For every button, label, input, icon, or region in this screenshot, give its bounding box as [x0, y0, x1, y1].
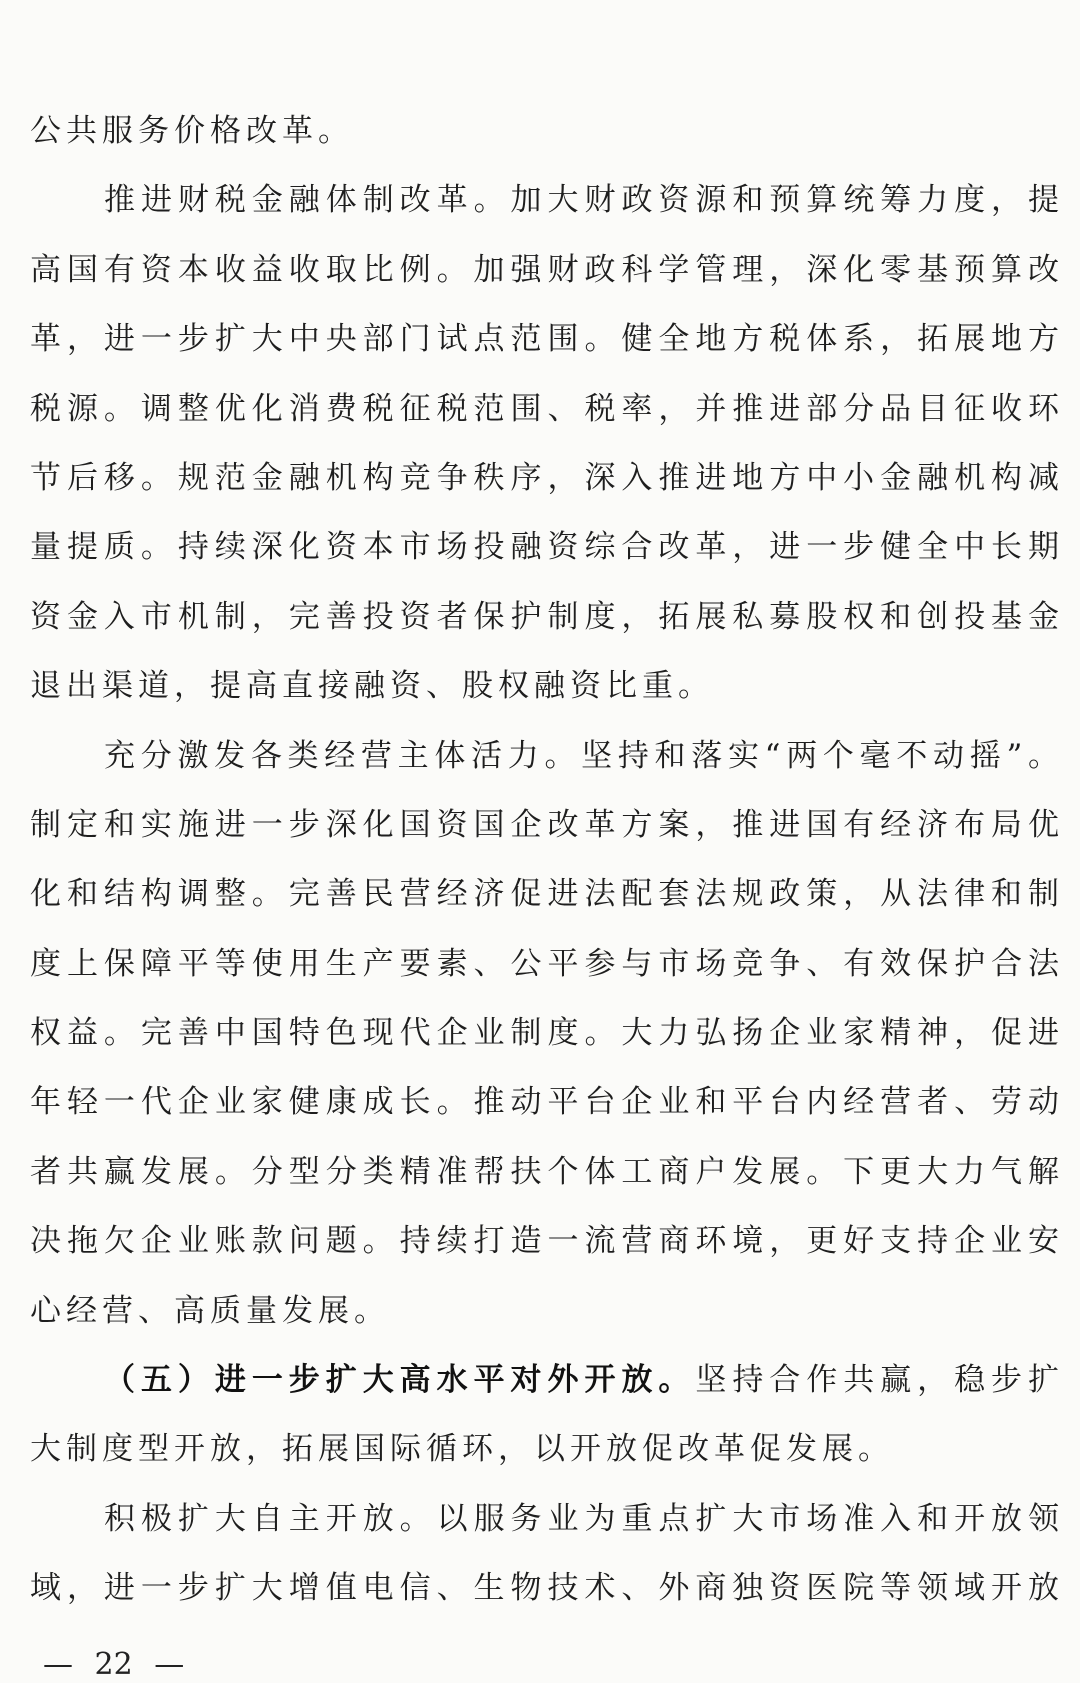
text-line: 退出渠道，提高直接融资、股权融资比重。: [30, 668, 714, 705]
text-line: 度上保障平等使用生产要素、公平参与市场竞争、有效保护合法: [30, 945, 1064, 982]
text-line: [30, 1346, 1064, 1415]
text-line: 年轻一代企业家健康成长。推动平台企业和平台内经营者、劳动: [30, 1084, 1064, 1121]
body-text: [30, 97, 1064, 1624]
text-line: 权益。完善中国特色现代企业制度。大力弘扬企业家精神，促进: [30, 1015, 1064, 1052]
text-line: 推进财税金融体制改革。加大财政资源和预算统筹力度，提: [104, 182, 1064, 219]
text-line: 化和结构调整。完善民营经济促进法配套法规政策，从法律和制: [30, 876, 1064, 913]
text-line: 革，进一步扩大中央部门试点范围。健全地方税体系，拓展地方: [30, 321, 1064, 358]
text-line: 制定和实施进一步深化国资国企改革方案，推进国有经济布局优: [30, 806, 1064, 843]
text-line: 资金入市机制，完善投资者保护制度，拓展私募股权和创投基金: [30, 598, 1064, 635]
text-line: 域，进一步扩大增值电信、生物技术、外商独资医院等领域开放: [30, 1570, 1064, 1607]
text-line: 公共服务价格改革。: [30, 113, 354, 149]
paragraph: [30, 166, 1064, 721]
text-line: 心经营、高质量发展。: [30, 1292, 390, 1329]
page-number: — 22 —: [43, 1647, 185, 1682]
paragraph: [30, 97, 1064, 166]
text-line: 充分激发各类经营主体活力。坚持和落实“两个毫不动摇”。: [104, 737, 1064, 774]
paragraph: [30, 1346, 1064, 1485]
text-line: 税源。调整优化消费税征税范围、税率，并推进部分品目征收环: [30, 390, 1064, 427]
text-line: 积极扩大自主开放。以服务业为重点扩大市场准入和开放领: [104, 1500, 1064, 1537]
text-line: 量提质。持续深化资本市场投融资综合改革，进一步健全中长期: [30, 529, 1064, 566]
section-heading: （五）进一步扩大高水平对外开放。: [104, 1362, 696, 1399]
text-line: 节后移。规范金融机构竞争秩序，深入推进地方中小金融机构减: [30, 459, 1064, 496]
text-span: 坚持合作共赢，稳步扩: [695, 1362, 1064, 1399]
paragraph: [30, 1485, 1064, 1624]
text-line: 大制度型开放，拓展国际循环，以开放促改革促发展。: [30, 1431, 894, 1468]
text-line: 者共赢发展。分型分类精准帮扶个体工商户发展。下更大力气解: [30, 1153, 1064, 1190]
text-line: 决拖欠企业账款问题。持续打造一流营商环境，更好支持企业安: [30, 1223, 1064, 1260]
paragraph: [30, 722, 1064, 1347]
text-line: 高国有资本收益收取比例。加强财政科学管理，深化零基预算改: [30, 251, 1064, 288]
